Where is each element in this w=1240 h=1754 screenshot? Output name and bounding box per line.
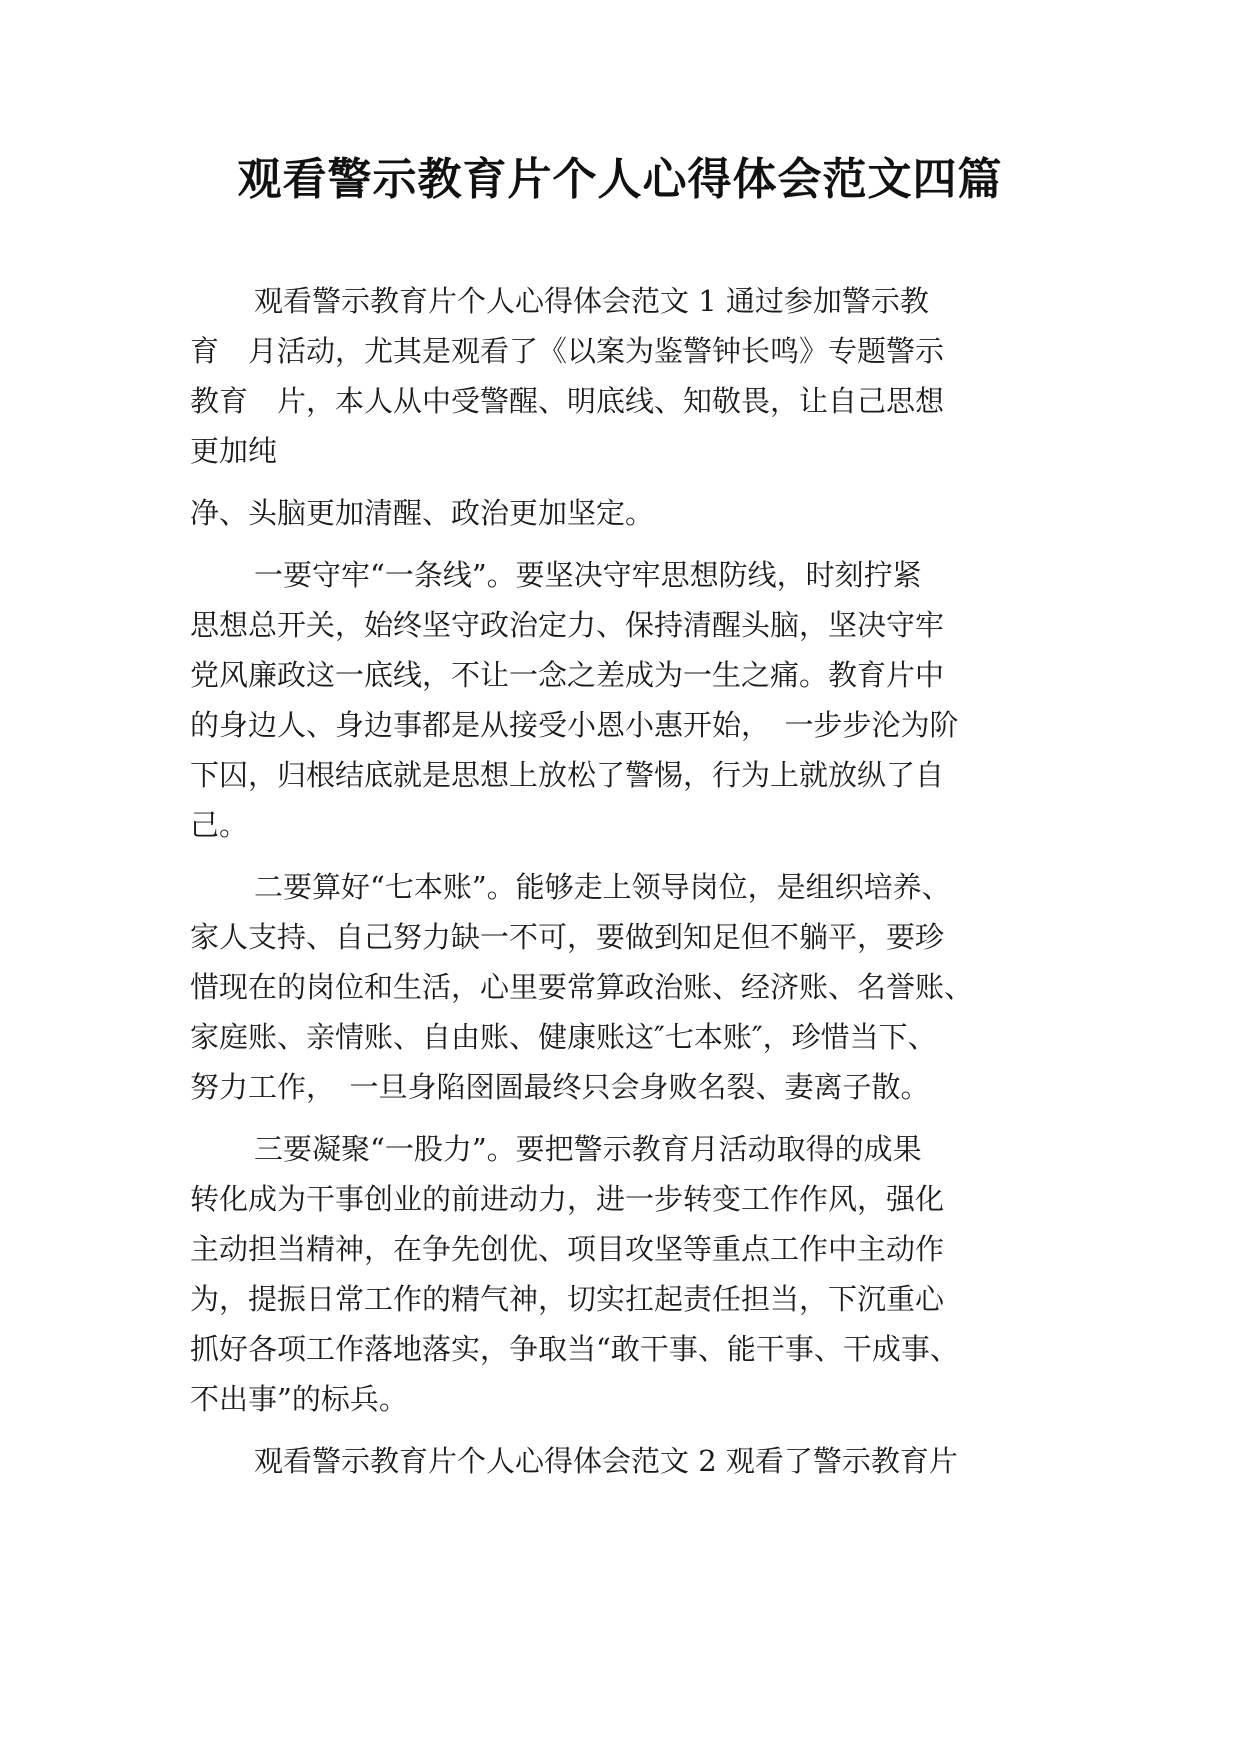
text-line: 育 月活动，尤其是观看了《以案为鉴警钟长鸣》专题警示 [190, 334, 945, 368]
text-line: 观看警示教育片个人心得体会范文 1 通过参加警示教 [254, 284, 929, 318]
text-line: 净、头脑更加清醒、政治更加坚定。 [190, 496, 655, 530]
paragraph-1-continuation [190, 488, 1060, 538]
text-line: 努力工作， 一旦身陷囹圄最终只会身败名裂、妻离子散。 [190, 1070, 930, 1104]
text-line: 二要算好“七本账”。能够走上领导岗位，是组织培养、 [254, 870, 951, 904]
text-line: 一要守牢“一条线”。要坚决守牢思想防线，时刻拧紧 [254, 558, 922, 592]
paragraph-1 [190, 276, 1060, 476]
text-line: 为，提振日常工作的精气神，切实扛起责任担当，下沉重心 [190, 1282, 945, 1316]
text-line: 下囚，归根结底就是思想上放松了警惕，行为上就放纵了自 [190, 758, 945, 792]
text-line: 观看警示教育片个人心得体会范文 2 观看了警示教育片 [254, 1444, 958, 1478]
paragraph-essay-2 [190, 1436, 1060, 1486]
paragraph-first-point [190, 550, 1060, 850]
text-line: 的身边人、身边事都是从接受小恩小惠开始， 一步步沦为阶 [190, 708, 959, 742]
document-body [190, 276, 1060, 1498]
text-line: 转化成为干事创业的前进动力，进一步转变工作作风，强化 [190, 1182, 945, 1216]
text-line: 家庭账、亲情账、自由账、健康账这″七本账″，珍惜当下、 [190, 1020, 937, 1054]
text-line: 教育 片，本人从中受警醒、明底线、知敬畏，让自己思想 [190, 384, 945, 418]
paragraph-second-point [190, 862, 1060, 1112]
text-line: 惜现在的岗位和生活，心里要常算政治账、经济账、名誉账、 [190, 970, 974, 1004]
text-line: 家人支持、自己努力缺一不可，要做到知足但不躺平，要珍 [190, 920, 945, 954]
text-line: 更加纯 [190, 434, 278, 468]
text-line: 己。 [190, 808, 249, 842]
page-title: 观看警示教育片个人心得体会范文四篇 [237, 154, 1003, 205]
text-line: 三要凝聚“一股力”。要把警示教育月活动取得的成果 [254, 1132, 922, 1166]
text-line: 思想总开关，始终坚守政治定力、保持清醒头脑，坚决守牢 [190, 608, 945, 642]
paragraph-third-point [190, 1124, 1060, 1424]
text-line: 主动担当精神，在争先创优、项目攻坚等重点工作中主动作 [190, 1232, 945, 1266]
text-line: 党风廉政这一底线，不让一念之差成为一生之痛。教育片中 [190, 658, 945, 692]
text-line: 不出事”的标兵。 [190, 1382, 408, 1416]
text-line: 抓好各项工作落地落实，争取当“敢干事、能干事、干成事、 [190, 1332, 959, 1366]
